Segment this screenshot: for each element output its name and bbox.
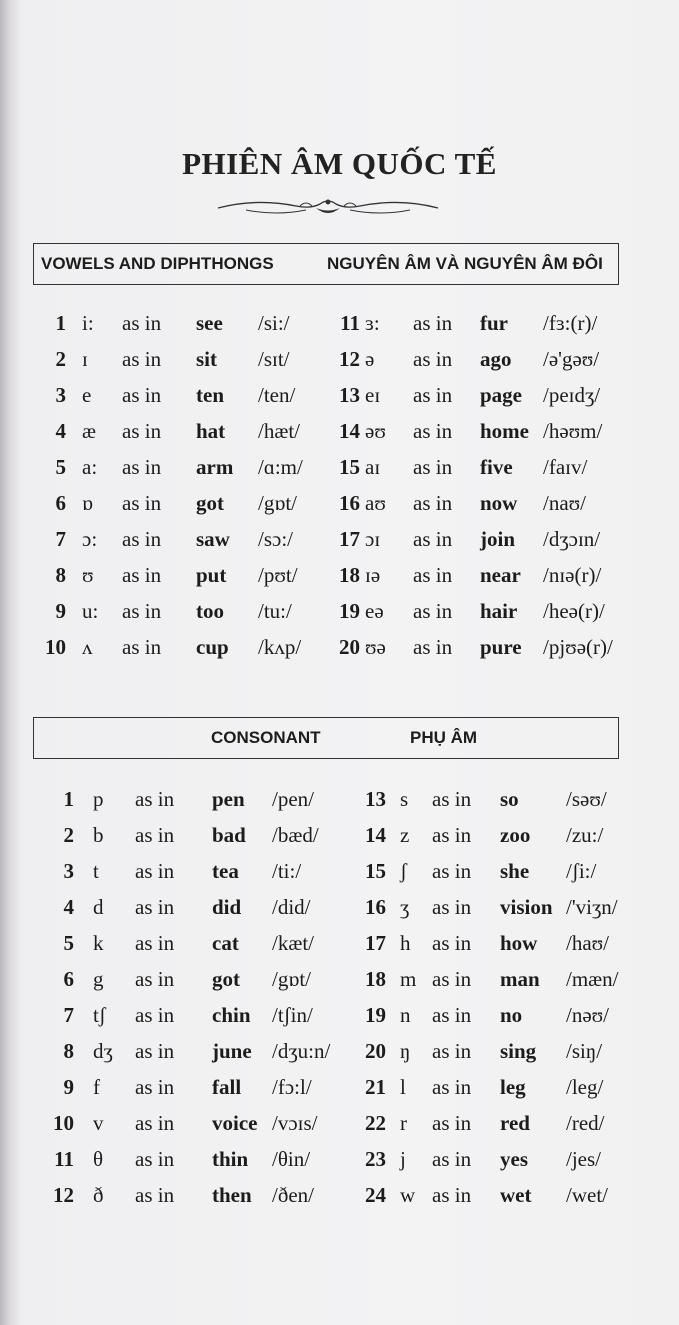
ipa-symbol: əʊ — [365, 419, 386, 443]
ipa-symbol: ə — [365, 347, 375, 371]
transcription: /wet/ — [566, 1183, 608, 1207]
transcription: /jes/ — [566, 1147, 601, 1171]
as-in-label: as in — [135, 1111, 175, 1135]
row-number: 18 — [365, 967, 386, 991]
transcription: /tu:/ — [258, 599, 292, 623]
example-word: she — [500, 859, 530, 883]
as-in-label: as in — [432, 931, 472, 955]
example-word: too — [196, 599, 224, 623]
example-word: five — [480, 455, 513, 479]
row-number: 23 — [365, 1147, 386, 1171]
ipa-symbol: r — [400, 1111, 407, 1135]
as-in-label: as in — [135, 1147, 175, 1171]
consonant-row — [0, 895, 679, 925]
row-number: 14 — [365, 823, 386, 847]
example-word: fall — [212, 1075, 242, 1099]
consonant-row — [0, 967, 679, 997]
consonants-header-en: CONSONANT — [211, 728, 321, 747]
row-number: 15 — [365, 859, 386, 883]
ipa-symbol: b — [93, 823, 104, 847]
as-in-label: as in — [432, 1039, 472, 1063]
consonants-header-vi: PHỤ ÂM — [410, 728, 478, 747]
example-word: near — [480, 563, 521, 587]
row-number: 18 — [339, 563, 360, 587]
vowel-row — [0, 527, 679, 557]
ipa-symbol: m — [400, 967, 417, 991]
ipa-symbol: ɔɪ — [365, 527, 381, 551]
row-number: 13 — [365, 787, 386, 811]
ipa-symbol: s — [400, 787, 409, 811]
ipa-symbol: n — [400, 1003, 411, 1027]
ipa-symbol: dʒ — [93, 1039, 113, 1063]
row-number: 13 — [339, 383, 360, 407]
ipa-symbol: t — [93, 859, 99, 883]
example-word: tea — [212, 859, 239, 883]
as-in-label: as in — [135, 1183, 175, 1207]
example-word: june — [212, 1039, 252, 1063]
row-number: 20 — [365, 1039, 386, 1063]
example-word: cup — [196, 635, 229, 659]
as-in-label: as in — [413, 455, 453, 479]
as-in-label: as in — [432, 1075, 472, 1099]
consonant-row — [0, 859, 679, 889]
ipa-symbol: ʌ — [82, 635, 93, 659]
as-in-label: as in — [122, 563, 162, 587]
row-number: 24 — [365, 1183, 386, 1207]
as-in-label: as in — [135, 787, 175, 811]
row-number: 11 — [340, 311, 360, 335]
ipa-symbol: ɒ — [82, 491, 93, 515]
vowel-row — [0, 383, 679, 413]
example-word: got — [212, 967, 240, 991]
ipa-symbol: i: — [82, 311, 94, 335]
example-word: so — [500, 787, 519, 811]
consonant-row — [0, 823, 679, 853]
row-number: 6 — [63, 967, 74, 991]
example-word: see — [196, 311, 223, 335]
example-word: bad — [212, 823, 246, 847]
transcription: /ti:/ — [272, 859, 302, 883]
as-in-label: as in — [135, 1075, 175, 1099]
example-word: did — [212, 895, 242, 919]
ipa-symbol: ʒ — [400, 895, 410, 919]
example-word: wet — [500, 1183, 532, 1207]
vowel-row — [0, 635, 679, 665]
example-word: pen — [212, 787, 245, 811]
ipa-symbol: ʃ — [400, 859, 407, 883]
consonant-row — [0, 1075, 679, 1105]
as-in-label: as in — [432, 823, 472, 847]
example-word: join — [480, 527, 516, 551]
row-number: 1 — [63, 787, 74, 811]
as-in-label: as in — [135, 1039, 175, 1063]
transcription: /did/ — [272, 895, 311, 919]
example-word: yes — [500, 1147, 528, 1171]
vowel-row — [0, 455, 679, 485]
page-title: PHIÊN ÂM QUỐC TẾ — [182, 146, 497, 181]
consonant-row — [0, 1003, 679, 1033]
transcription: /red/ — [566, 1111, 605, 1135]
ipa-symbol: a: — [82, 455, 98, 479]
ipa-symbol: ŋ — [400, 1039, 411, 1063]
transcription: /haʊ/ — [566, 931, 610, 955]
transcription: /ten/ — [258, 383, 296, 407]
transcription: /dʒu:n/ — [272, 1039, 331, 1063]
ipa-symbol: l — [400, 1075, 406, 1099]
as-in-label: as in — [432, 1111, 472, 1135]
row-number: 22 — [365, 1111, 386, 1135]
consonant-row — [0, 787, 679, 817]
row-number: 8 — [63, 1039, 74, 1063]
as-in-label: as in — [122, 455, 162, 479]
as-in-label: as in — [413, 419, 453, 443]
as-in-label: as in — [413, 527, 453, 551]
as-in-label: as in — [413, 491, 453, 515]
example-word: saw — [196, 527, 230, 551]
transcription: /dʒɔɪn/ — [543, 527, 601, 551]
as-in-label: as in — [135, 823, 175, 847]
vowel-row — [0, 347, 679, 377]
row-number: 2 — [63, 823, 74, 847]
vowel-row — [0, 311, 679, 341]
transcription: /zu:/ — [566, 823, 604, 847]
row-number: 16 — [365, 895, 386, 919]
as-in-label: as in — [135, 895, 175, 919]
example-word: leg — [500, 1075, 526, 1099]
example-word: ten — [196, 383, 224, 407]
row-number: 20 — [339, 635, 360, 659]
row-number: 12 — [53, 1183, 74, 1207]
as-in-label: as in — [432, 1183, 472, 1207]
row-number: 3 — [63, 859, 74, 883]
ipa-symbol: ɪ — [82, 347, 88, 371]
transcription: /pjʊə(r)/ — [543, 635, 613, 659]
transcription: /'viʒn/ — [566, 895, 618, 919]
row-number: 5 — [55, 455, 66, 479]
example-word: red — [500, 1111, 530, 1135]
transcription: /bæd/ — [272, 823, 319, 847]
transcription: /gɒt/ — [272, 967, 311, 991]
ipa-symbol: v — [93, 1111, 104, 1135]
transcription: /mæn/ — [566, 967, 619, 991]
as-in-label: as in — [432, 967, 472, 991]
vowels-header-en: VOWELS AND DIPHTHONGS — [41, 254, 274, 273]
row-number: 15 — [339, 455, 360, 479]
as-in-label: as in — [413, 383, 453, 407]
consonant-row — [0, 1183, 679, 1213]
row-number: 6 — [55, 491, 66, 515]
as-in-label: as in — [122, 635, 162, 659]
transcription: /fɜ:(r)/ — [543, 311, 598, 335]
transcription: /sɪt/ — [258, 347, 290, 371]
as-in-label: as in — [432, 787, 472, 811]
row-number: 1 — [55, 311, 66, 335]
as-in-label: as in — [413, 347, 453, 371]
as-in-label: as in — [122, 599, 162, 623]
transcription: /həʊm/ — [543, 419, 603, 443]
as-in-label: as in — [122, 383, 162, 407]
example-word: arm — [196, 455, 234, 479]
example-word: voice — [212, 1111, 258, 1135]
transcription: /siŋ/ — [566, 1039, 603, 1063]
ipa-symbol: ɔ: — [82, 527, 98, 551]
example-word: how — [500, 931, 538, 955]
consonant-row — [0, 1039, 679, 1069]
transcription: /kæt/ — [272, 931, 315, 955]
ipa-symbol: ʊ — [82, 563, 94, 587]
row-number: 17 — [365, 931, 386, 955]
as-in-label: as in — [432, 859, 472, 883]
consonant-row — [0, 1111, 679, 1141]
transcription: /heə(r)/ — [543, 599, 605, 623]
transcription: /gɒt/ — [258, 491, 297, 515]
row-number: 2 — [55, 347, 66, 371]
as-in-label: as in — [135, 1003, 175, 1027]
transcription: /ʃi:/ — [566, 859, 597, 883]
ipa-symbol: k — [93, 931, 104, 955]
as-in-label: as in — [122, 527, 162, 551]
ipa-symbol: ɪə — [365, 563, 381, 587]
as-in-label: as in — [135, 967, 175, 991]
ipa-symbol: p — [93, 787, 104, 811]
ipa-symbol: z — [400, 823, 410, 847]
ipa-symbol: θ — [93, 1147, 104, 1171]
ipa-symbol: h — [400, 931, 411, 955]
example-word: sing — [500, 1039, 537, 1063]
as-in-label: as in — [122, 491, 162, 515]
transcription: /kʌp/ — [258, 635, 302, 659]
transcription: /ðen/ — [272, 1183, 314, 1207]
ipa-symbol: e — [82, 383, 92, 407]
row-number: 17 — [339, 527, 360, 551]
ipa-symbol: d — [93, 895, 104, 919]
transcription: /θin/ — [272, 1147, 311, 1171]
ipa-symbol: æ — [82, 419, 97, 443]
as-in-label: as in — [122, 419, 162, 443]
row-number: 16 — [339, 491, 360, 515]
example-word: zoo — [500, 823, 531, 847]
ipa-symbol: ð — [93, 1183, 104, 1207]
example-word: man — [500, 967, 540, 991]
consonant-row — [0, 931, 679, 961]
vowel-row — [0, 491, 679, 521]
as-in-label: as in — [413, 635, 453, 659]
consonants-header-box — [33, 717, 619, 759]
example-word: no — [500, 1003, 523, 1027]
transcription: /sɔ:/ — [258, 527, 293, 551]
as-in-label: as in — [413, 563, 453, 587]
transcription: /hæt/ — [258, 419, 301, 443]
ipa-symbol: ɜ: — [365, 311, 380, 335]
row-number: 7 — [55, 527, 66, 551]
example-word: hat — [196, 419, 226, 443]
ipa-symbol: eə — [365, 599, 384, 623]
row-number: 21 — [365, 1075, 386, 1099]
example-word: home — [480, 419, 529, 443]
row-number: 7 — [63, 1003, 74, 1027]
ipa-symbol: ʊə — [365, 635, 386, 659]
transcription: /leg/ — [566, 1075, 604, 1099]
ipa-symbol: tʃ — [93, 1003, 106, 1027]
ipa-symbol: eɪ — [365, 383, 381, 407]
as-in-label: as in — [432, 1147, 472, 1171]
row-number: 8 — [55, 563, 66, 587]
as-in-label: as in — [135, 859, 175, 883]
ipa-symbol: aɪ — [365, 455, 381, 479]
ipa-symbol: aʊ — [365, 491, 386, 515]
as-in-label: as in — [122, 311, 162, 335]
vowel-row — [0, 563, 679, 593]
as-in-label: as in — [413, 311, 453, 335]
row-number: 14 — [339, 419, 360, 443]
row-number: 4 — [63, 895, 74, 919]
transcription: /pen/ — [272, 787, 314, 811]
transcription: /ə'gəʊ/ — [543, 347, 600, 371]
as-in-label: as in — [432, 1003, 472, 1027]
row-number: 12 — [339, 347, 360, 371]
row-number: 4 — [55, 419, 66, 443]
transcription: /fɔ:l/ — [272, 1075, 312, 1099]
row-number: 19 — [365, 1003, 386, 1027]
transcription: /nəʊ/ — [566, 1003, 610, 1027]
example-word: chin — [212, 1003, 251, 1027]
row-number: 10 — [53, 1111, 74, 1135]
example-word: sit — [196, 347, 217, 371]
example-word: ago — [480, 347, 512, 371]
transcription: /si:/ — [258, 311, 290, 335]
example-word: now — [480, 491, 518, 515]
transcription: /ɑ:m/ — [258, 455, 303, 479]
transcription: /naʊ/ — [543, 491, 587, 515]
row-number: 9 — [63, 1075, 74, 1099]
as-in-label: as in — [432, 895, 472, 919]
transcription: /faɪv/ — [543, 455, 588, 479]
example-word: cat — [212, 931, 239, 955]
ipa-symbol: u: — [82, 599, 99, 623]
transcription: /pʊt/ — [258, 563, 298, 587]
example-word: pure — [480, 635, 522, 659]
row-number: 9 — [55, 599, 66, 623]
example-word: got — [196, 491, 224, 515]
example-word: vision — [500, 895, 553, 919]
transcription: /nɪə(r)/ — [543, 563, 602, 587]
example-word: hair — [480, 599, 518, 623]
vowels-header-vi: NGUYÊN ÂM VÀ NGUYÊN ÂM ĐÔI — [327, 254, 603, 273]
flourish-divider-icon — [216, 194, 440, 220]
transcription: /vɔɪs/ — [272, 1111, 318, 1135]
ipa-symbol: f — [93, 1075, 100, 1099]
vowel-row — [0, 419, 679, 449]
row-number: 11 — [54, 1147, 74, 1171]
transcription: /səʊ/ — [566, 787, 607, 811]
row-number: 5 — [63, 931, 74, 955]
transcription: /peɪdʒ/ — [543, 383, 601, 407]
row-number: 3 — [55, 383, 66, 407]
ipa-symbol: w — [400, 1183, 416, 1207]
as-in-label: as in — [135, 931, 175, 955]
example-word: put — [196, 563, 227, 587]
ipa-symbol: g — [93, 967, 104, 991]
vowels-header-box — [33, 243, 619, 285]
example-word: page — [480, 383, 522, 407]
ipa-symbol: j — [400, 1147, 406, 1171]
as-in-label: as in — [122, 347, 162, 371]
row-number: 19 — [339, 599, 360, 623]
example-word: fur — [480, 311, 508, 335]
transcription: /tʃin/ — [272, 1003, 313, 1027]
consonant-row — [0, 1147, 679, 1177]
vowel-row — [0, 599, 679, 629]
example-word: thin — [212, 1147, 249, 1171]
example-word: then — [212, 1183, 252, 1207]
as-in-label: as in — [413, 599, 453, 623]
row-number: 10 — [45, 635, 66, 659]
